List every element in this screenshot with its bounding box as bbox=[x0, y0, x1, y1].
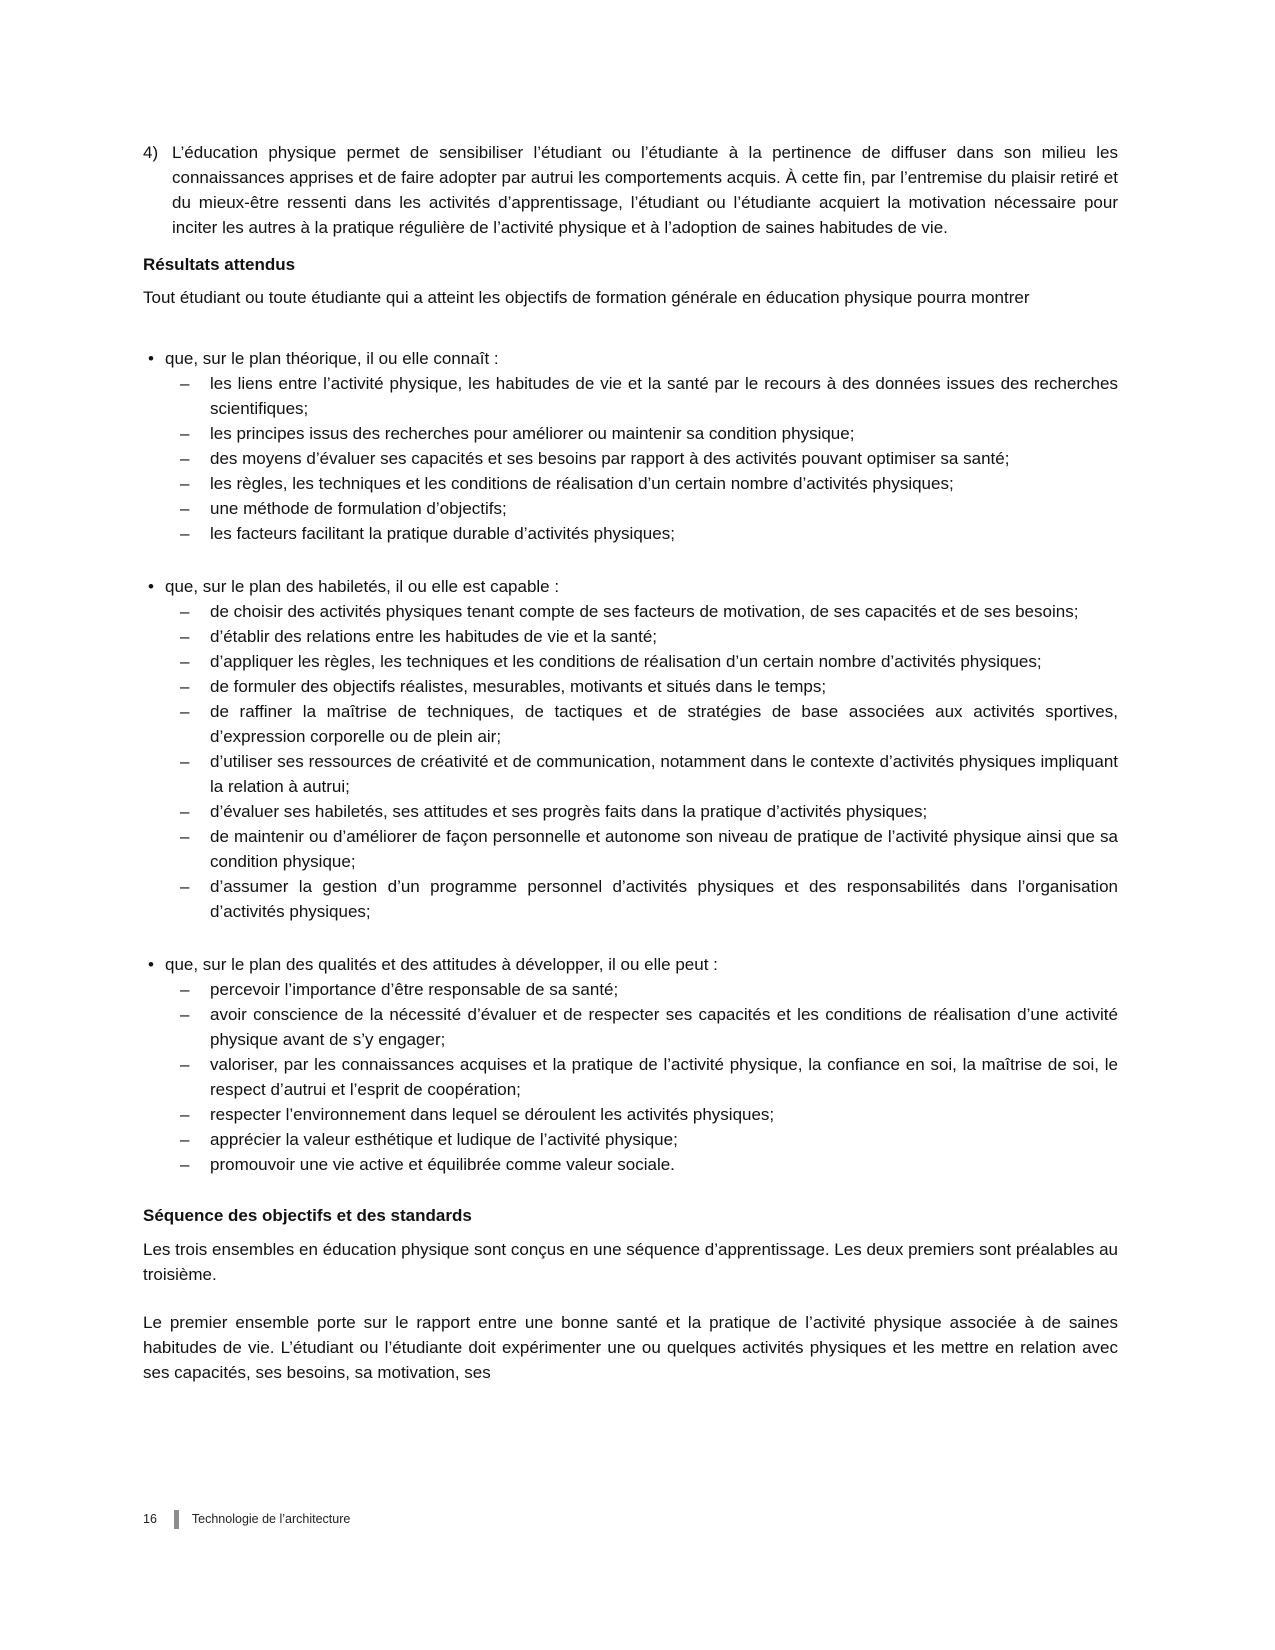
paragraph-sequence-2: Le premier ensemble porte sur le rapport entre une bonne santé et la pratique de l’activité physique associée à de saines habitudes de vie. L’étudiant ou l’étudiante doit expérimenter une ou quelques activités physiques et les mettre en relation avec ses capacités, ses besoins, sa motivation, ses bbox=[143, 1313, 1118, 1382]
list-item bbox=[143, 1002, 1118, 1052]
list-item bbox=[143, 874, 1118, 924]
list-item bbox=[143, 421, 1118, 446]
bullet-lead-text: que, sur le plan des qualités et des attitudes à développer, il ou elle peut : bbox=[165, 955, 718, 974]
list-item-text: de formuler des objectifs réalistes, mesurables, motivants et situés dans le temps; bbox=[210, 677, 827, 696]
bullet-group-theorique bbox=[143, 346, 1118, 546]
dash-marker: – bbox=[180, 499, 190, 518]
list-item-text: les liens entre l’activité physique, les habitudes de vie et la santé par le recours à des données issues des recherches scientifiques; bbox=[210, 374, 1118, 418]
page-content bbox=[143, 140, 1118, 1385]
dash-marker: – bbox=[180, 627, 190, 646]
list-item bbox=[143, 496, 1118, 521]
paragraph-sequence-1: Les trois ensembles en éducation physique sont conçus en une séquence d’apprentissage. Les deux premiers sont préalables au troisième. bbox=[143, 1240, 1118, 1284]
dash-marker: – bbox=[180, 677, 190, 696]
section-heading-resultats: Résultats attendus bbox=[143, 255, 296, 274]
bullet-lead bbox=[143, 574, 1118, 599]
dash-marker: – bbox=[180, 802, 190, 821]
list-item-text: des moyens d’évaluer ses capacités et ses besoins par rapport à des activités pouvant optimiser sa santé; bbox=[210, 449, 1010, 468]
list-item-text: de maintenir ou d’améliorer de façon personnelle et autonome son niveau de pratique de l’activité physique ainsi que sa condition physique; bbox=[210, 827, 1118, 871]
bullet-group-habiletes bbox=[143, 574, 1118, 924]
list-item-text: les facteurs facilitant la pratique durable d’activités physiques; bbox=[210, 524, 675, 543]
bullet-marker: • bbox=[148, 955, 154, 974]
list-item bbox=[143, 371, 1118, 421]
dash-marker: – bbox=[180, 474, 190, 493]
intro-paragraph: Tout étudiant ou toute étudiante qui a atteint les objectifs de formation générale en éducation physique pourra montrer bbox=[143, 288, 1030, 307]
list-item bbox=[143, 599, 1118, 624]
list-item-text: percevoir l’importance d’être responsable de sa santé; bbox=[210, 980, 619, 999]
list-item-number: 4) bbox=[143, 143, 159, 162]
list-item bbox=[143, 624, 1118, 649]
list-item-text: apprécier la valeur esthétique et ludique de l’activité physique; bbox=[210, 1130, 678, 1149]
list-item-text: une méthode de formulation d’objectifs; bbox=[210, 499, 507, 518]
page-footer bbox=[143, 1510, 350, 1529]
bullet-marker: • bbox=[148, 349, 154, 368]
dash-marker: – bbox=[180, 652, 190, 671]
list-item-text: L’éducation physique permet de sensibiliser l’étudiant ou l’étudiante à la pertinence de diffuser dans son milieu les connaissances apprises et de faire adopter par autrui les comportements acquis. À cette fin, par l’entremise du plaisir retiré et du mieux-être ressenti dans les activités d’apprentissage, l’étudiant ou l’étudiante acquiert la motivation nécessaire pour inciter les autres à la pratique régulière de l’activité physique et à l’adoption de saines habitudes de vie. bbox=[172, 143, 1118, 237]
dash-marker: – bbox=[180, 752, 190, 771]
dash-marker: – bbox=[180, 877, 190, 896]
dash-marker: – bbox=[180, 424, 190, 443]
dash-marker: – bbox=[180, 449, 190, 468]
dash-marker: – bbox=[180, 602, 190, 621]
list-item bbox=[143, 674, 1118, 699]
dash-marker: – bbox=[180, 524, 190, 543]
dash-marker: – bbox=[180, 1155, 190, 1174]
dash-marker: – bbox=[180, 702, 190, 721]
list-item bbox=[143, 977, 1118, 1002]
list-item bbox=[143, 799, 1118, 824]
bullet-marker: • bbox=[148, 577, 154, 596]
bullet-lead bbox=[143, 346, 1118, 371]
list-item-text: de choisir des activités physiques tenant compte de ses facteurs de motivation, de ses capacités et de ses besoins; bbox=[210, 602, 1079, 621]
list-item-text: d’utiliser ses ressources de créativité et de communication, notamment dans le contexte d’activités physiques impliquant la relation à autrui; bbox=[210, 752, 1118, 796]
list-item-text: d’établir des relations entre les habitudes de vie et la santé; bbox=[210, 627, 657, 646]
dash-marker: – bbox=[180, 1055, 190, 1074]
list-item bbox=[143, 649, 1118, 674]
list-item bbox=[143, 824, 1118, 874]
list-item-text: respecter l’environnement dans lequel se déroulent les activités physiques; bbox=[210, 1105, 775, 1124]
list-item-text: d’assumer la gestion d’un programme personnel d’activités physiques et des responsabilités dans l’organisation d’activités physiques; bbox=[210, 877, 1118, 921]
list-item-text: les principes issus des recherches pour améliorer ou maintenir sa condition physique; bbox=[210, 424, 855, 443]
dash-marker: – bbox=[180, 374, 190, 393]
list-item-text: d’évaluer ses habiletés, ses attitudes et ses progrès faits dans la pratique d’activités physiques; bbox=[210, 802, 928, 821]
list-item bbox=[143, 1052, 1118, 1102]
list-item bbox=[143, 1127, 1118, 1152]
list-item-text: les règles, les techniques et les conditions de réalisation d’un certain nombre d’activités physiques; bbox=[210, 474, 954, 493]
dash-marker: – bbox=[180, 980, 190, 999]
list-item-text: avoir conscience de la nécessité d’évaluer et de respecter ses capacités et les conditions de réalisation d’une activité physique avant de s’y engager; bbox=[210, 1005, 1118, 1049]
list-item bbox=[143, 1152, 1118, 1177]
bullet-group-attitudes bbox=[143, 952, 1118, 1177]
footer-doc-title: Technologie de l’architecture bbox=[191, 1512, 351, 1526]
list-item-4 bbox=[143, 140, 1118, 240]
list-item bbox=[143, 521, 1118, 546]
dash-marker: – bbox=[180, 1130, 190, 1149]
list-item bbox=[143, 471, 1118, 496]
dash-marker: – bbox=[180, 827, 190, 846]
list-item bbox=[143, 1102, 1118, 1127]
bullet-lead-text: que, sur le plan des habiletés, il ou elle est capable : bbox=[165, 577, 560, 596]
list-item bbox=[143, 446, 1118, 471]
bullet-lead bbox=[143, 952, 1118, 977]
dash-marker: – bbox=[180, 1005, 190, 1024]
page-number: 16 bbox=[143, 1512, 157, 1526]
list-item bbox=[143, 749, 1118, 799]
list-item-text: de raffiner la maîtrise de techniques, de tactiques et de stratégies de base associées aux activités sportives, d’expression corporelle ou de plein air; bbox=[210, 702, 1118, 746]
section-heading-sequence: Séquence des objectifs et des standards bbox=[143, 1206, 472, 1225]
dash-marker: – bbox=[180, 1105, 190, 1124]
list-item bbox=[143, 699, 1118, 749]
footer-divider bbox=[174, 1510, 179, 1529]
list-item-text: promouvoir une vie active et équilibrée comme valeur sociale. bbox=[210, 1155, 675, 1174]
bullet-lead-text: que, sur le plan théorique, il ou elle connaît : bbox=[165, 349, 499, 368]
list-item-text: valoriser, par les connaissances acquises et la pratique de l’activité physique, la confiance en soi, la maîtrise de soi, le respect d’autrui et l’esprit de coopération; bbox=[210, 1055, 1118, 1099]
list-item-text: d’appliquer les règles, les techniques et les conditions de réalisation d’un certain nombre d’activités physiques; bbox=[210, 652, 1042, 671]
